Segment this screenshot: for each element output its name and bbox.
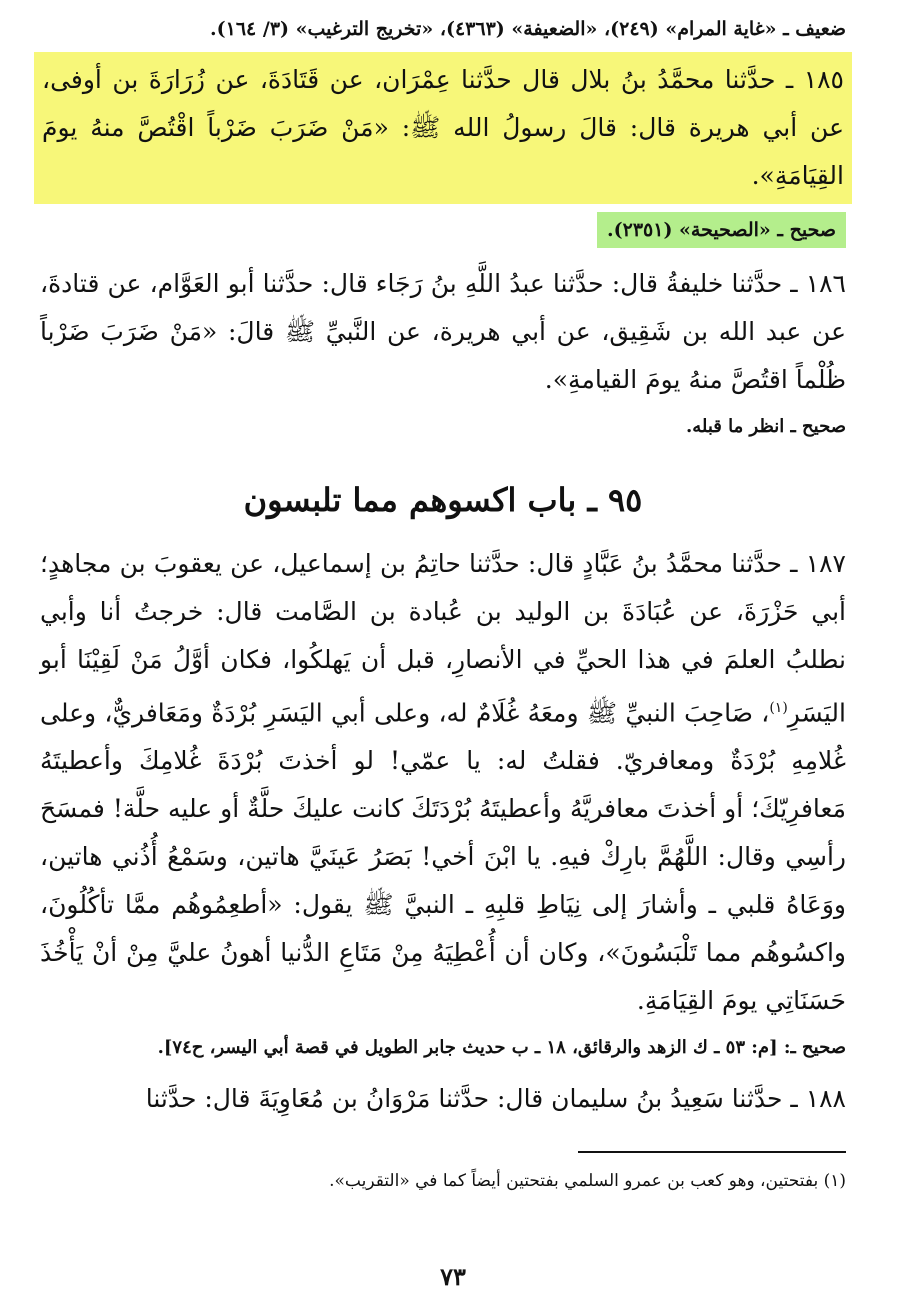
hadith-185-grade-row: [40, 204, 846, 248]
previous-hadith-grade: ضعيف ـ «غاية المرام» (٢٤٩)، «الضعيفة» (٤٣٦٣)، «تخريج الترغيب» (٣/ ١٦٤).: [210, 18, 846, 40]
footnote-divider: [578, 1151, 846, 1153]
hadith-186-text: ١٨٦ ـ حدَّثنا خليفةُ قال: حدَّثنا عبدُ اللَّهِ بنُ رَجَاء قال: حدَّثنا أبو العَوَّام، عن قتادةَ، عن عبد الله بن شَقِيق، عن أبي هريرة، عن النَّبيِّ ﷺ قالَ: «مَنْ ضَرَبَ ضَرْباً ظُلْماً اقتُصَّ منهُ يومَ القيامةِ».: [40, 269, 846, 394]
hadith-185-text: ١٨٥ ـ حدَّثنا محمَّدُ بنُ بلال قال حدَّثنا عِمْرَان، عن قَتَادَةَ، عن زُرَارَةَ بن أوفى، عن أبي هريرة قال: قالَ رسولُ الله ﷺ: «مَنْ ضَرَبَ ضَرْباً اقْتُصَّ منهُ يومَ القِيَامَةِ».: [42, 65, 844, 190]
hadith-187-text: [40, 540, 846, 1025]
chapter-title: ٩٥ ـ باب اكسوهم مما تلبسون: [243, 481, 643, 519]
footnote-1: (١) بفتحتين، وهو كعب بن عمرو السلمي بفتحتين أيضاً كما في «التقريب».: [329, 1171, 846, 1192]
hadith-185-highlight: [34, 52, 852, 204]
hadith-187-text-part-1: ١٨٧ ـ حدَّثنا محمَّدُ بنُ عَبَّادٍ قال: حدَّثنا حاتِمُ بن إسماعيل، عن يعقوبَ بن مجاهدٍ؛ أبي حَزْرَةَ، عن عُبَادَةَ بن الوليد بن عُبادة بن الصَّامت قال: خرجتُ أنا وأبي نطلبُ العلمَ في هذا الحيِّ في الأنصارِ، قبل أن يَهلكُوا، فكان أوَّلُ مَنْ لَقِيْنَا أبو اليَسَرِ: [40, 549, 846, 728]
hadith-188-text: ١٨٨ ـ حدَّثنا سَعِيدُ بنُ سليمان قال: حدَّثنا مَرْوَانُ بن مُعَاوِيَةَ قال: حدَّثنا: [145, 1084, 846, 1114]
page-number: ٧٣: [440, 1262, 466, 1291]
page-body: [40, 14, 846, 1195]
hadith-187-text-part-2: ، صَاحِبَ النبيِّ ﷺ ومعَهُ غُلَامٌ له، وعلى أبي اليَسَرِ بُرْدَةٌ ومَعَافريٌّ، وعلى غُلامِهِ بُرْدَةٌ ومعافريّ. فقلتُ له: يا عمّي! لو أخذتَ بُرْدَةَ غُلامِكَ وأعطيتَهُ مَعافرِيّكَ؛ أو أخذتَ معافريَّهُ وأعطيتَهُ بُرْدَتَكَ كانت عليكَ حلَّةٌ أو عليه حلَّة! فمسَحَ رأسِي وقال: اللَّهُمَّ بارِكْ فيهِ. يا ابْنَ أخي! بَصَرُ عَينَيَّ هاتين، وسَمْعُ أُذُني هاتين، ووَعَاهُ قلبي ـ وأشارَ إلى نِيَاطِ قلبِهِ ـ النبيَّ ﷺ يقول: «أطعِمُوهُم ممَّا تأكُلُونَ، واكسُوهُم مما تَلْبَسُونَ»، وكان أن أُعْطِيَهُ مِنْ مَتَاعِ الدُّنيا أهونُ عليَّ مِنْ أنْ يَأْخُذَ حَسَنَاتِي يومَ القِيَامَةِ.: [40, 698, 846, 1016]
hadith-185-grade: صحيح ـ «الصحيحة» (٢٣٥١).: [597, 212, 846, 248]
footnote-marker[interactable]: (١): [769, 700, 788, 716]
hadith-187-grade: صحيح ـ: [م: ٥٣ ـ ك الزهد والرقائق، ١٨ ـ ب حديث جابر الطويل في قصة أبي اليسر، ح٧٤].: [157, 1037, 846, 1059]
hadith-186-grade: صحيح ـ انظر ما قبله.: [685, 416, 846, 437]
